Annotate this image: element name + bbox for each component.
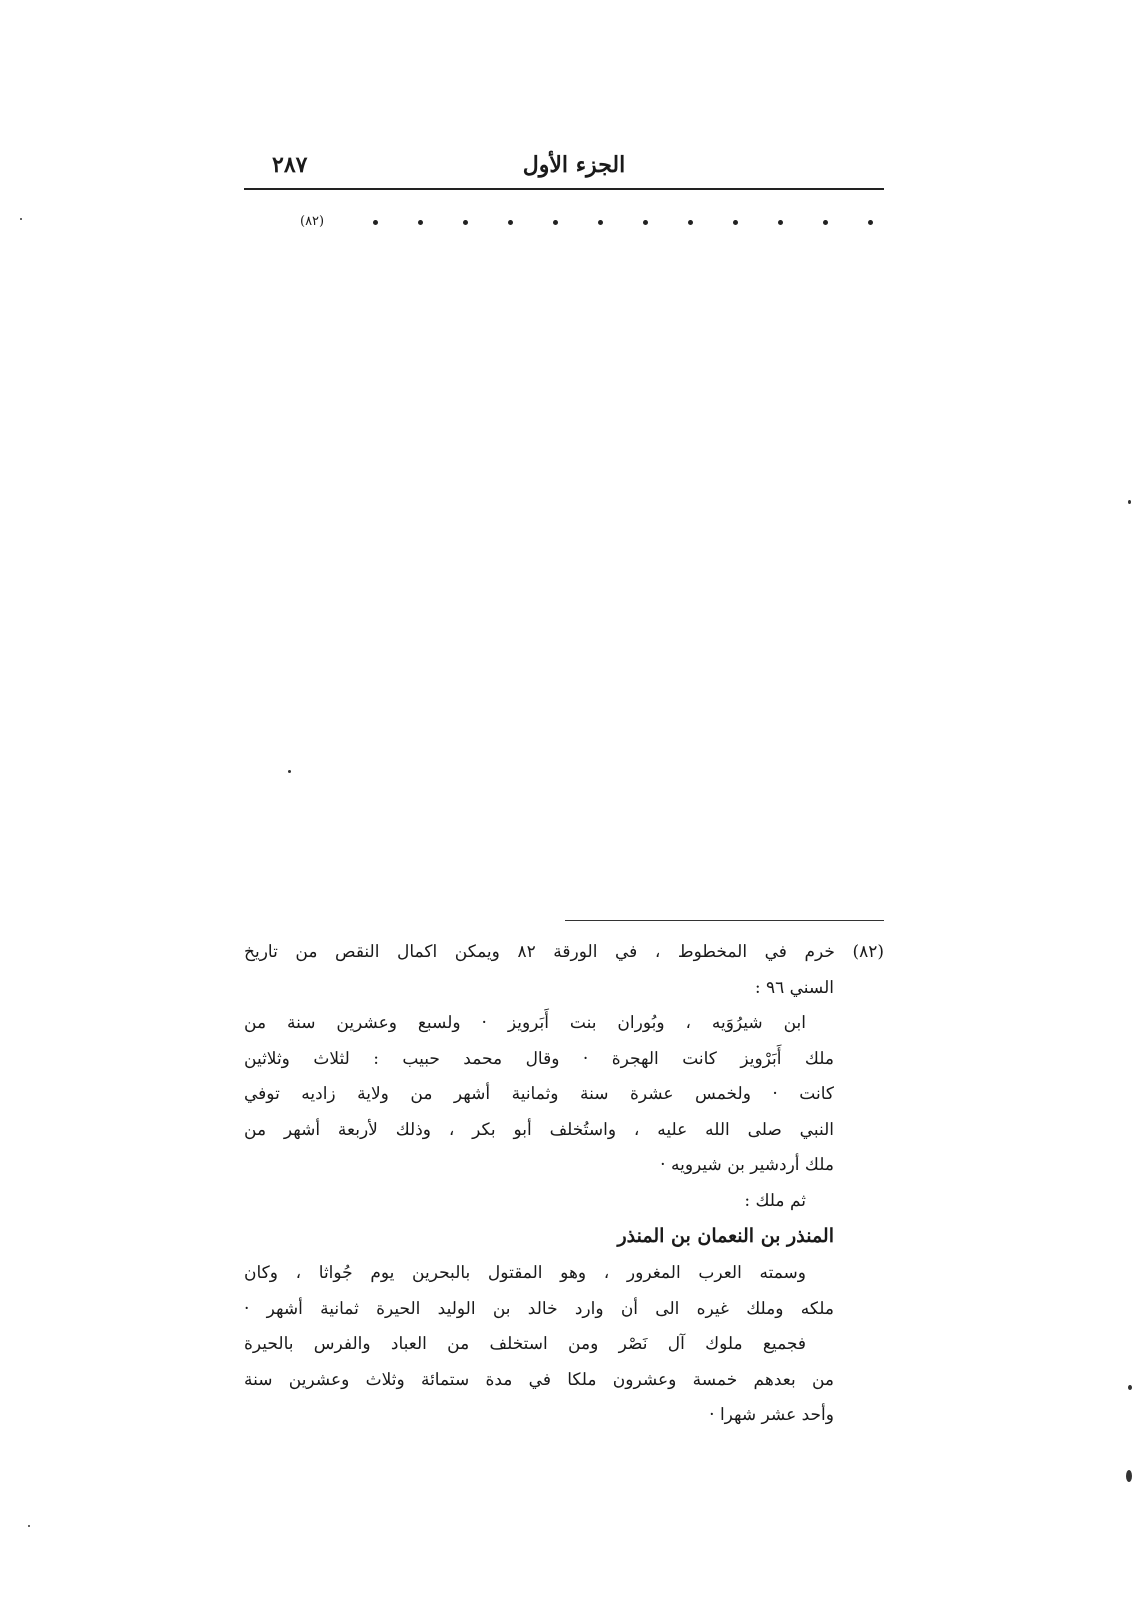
lacuna-dot bbox=[643, 220, 648, 225]
footnote-line: ابن شيرُوَيه ، وبُوران بنت أَبَرويز · ولسبع وعشرين سنة من bbox=[244, 1013, 806, 1033]
lacuna-dot bbox=[598, 220, 603, 225]
scan-speck bbox=[28, 1525, 30, 1527]
scan-speck bbox=[20, 218, 22, 220]
footnote-line: فجميع ملوك آل نَصْر ومن استخلف من العباد والفرس بالحيرة bbox=[244, 1334, 806, 1354]
lacuna-dot bbox=[373, 220, 378, 225]
footnote-line: (٨٢) خرم في المخطوط ، في الورقة ٨٢ ويمكن اكمال النقص من تاريخ bbox=[244, 942, 884, 962]
scan-speck bbox=[1126, 1470, 1132, 1482]
footnote-82 bbox=[244, 935, 884, 1434]
lacuna-dot bbox=[778, 220, 783, 225]
footnote-separator bbox=[565, 920, 884, 921]
footnote-line: من بعدهم خمسة وعشرون ملكا في مدة ستمائة وثلاث وعشرين سنة bbox=[244, 1369, 834, 1390]
running-header bbox=[244, 150, 884, 190]
lacuna-footnote-ref: (٨٢) bbox=[300, 214, 325, 229]
footnote-line: ملكه وملك غيره الى أن وارد خالد بن الوليد الحيرة ثمانية أشهر · bbox=[244, 1298, 834, 1319]
lacuna-marker bbox=[300, 214, 884, 238]
section-heading: المنذر بن النعمان بن المنذر bbox=[617, 1225, 834, 1247]
footnote-line: ثم ملك : bbox=[744, 1190, 806, 1211]
footnote-line: السني ٩٦ : bbox=[754, 977, 834, 998]
footnote-line: وسمته العرب المغرور ، وهو المقتول بالبحرين يوم جُواثا ، وكان bbox=[244, 1263, 806, 1283]
footnote-body bbox=[244, 971, 884, 1434]
footnote-line: كانت · ولخمس عشرة سنة وثمانية أشهر من ولاية زاديه توفي bbox=[244, 1084, 834, 1104]
lacuna-dot bbox=[688, 220, 693, 225]
lacuna-dot bbox=[868, 220, 873, 225]
scan-speck bbox=[1128, 500, 1131, 504]
footnote-line: ملك أَبَرْويز كانت الهجرة · وقال محمد حبيب : لثلاث وثلاثين bbox=[244, 1048, 834, 1069]
scan-speck bbox=[1128, 1385, 1132, 1390]
page-number: ٢٨٧ bbox=[272, 152, 308, 178]
footnote-line: ملك أردشير بن شيرويه · bbox=[660, 1155, 834, 1175]
lacuna-dot bbox=[733, 220, 738, 225]
lacuna-dot bbox=[463, 220, 468, 225]
lacuna-dot bbox=[508, 220, 513, 225]
lacuna-dots bbox=[373, 212, 873, 225]
lacuna-dot bbox=[418, 220, 423, 225]
scan-speck bbox=[288, 770, 291, 773]
volume-title: الجزء الأول bbox=[522, 152, 626, 178]
lacuna-dot bbox=[553, 220, 558, 225]
lacuna-dot bbox=[823, 220, 828, 225]
footnote-line: وأحد عشر شهرا · bbox=[709, 1405, 834, 1425]
footnote-line: النبي صلى الله عليه ، واستُخلف أبو بكر ، وذلك لأربعة أشهر من bbox=[244, 1119, 834, 1140]
